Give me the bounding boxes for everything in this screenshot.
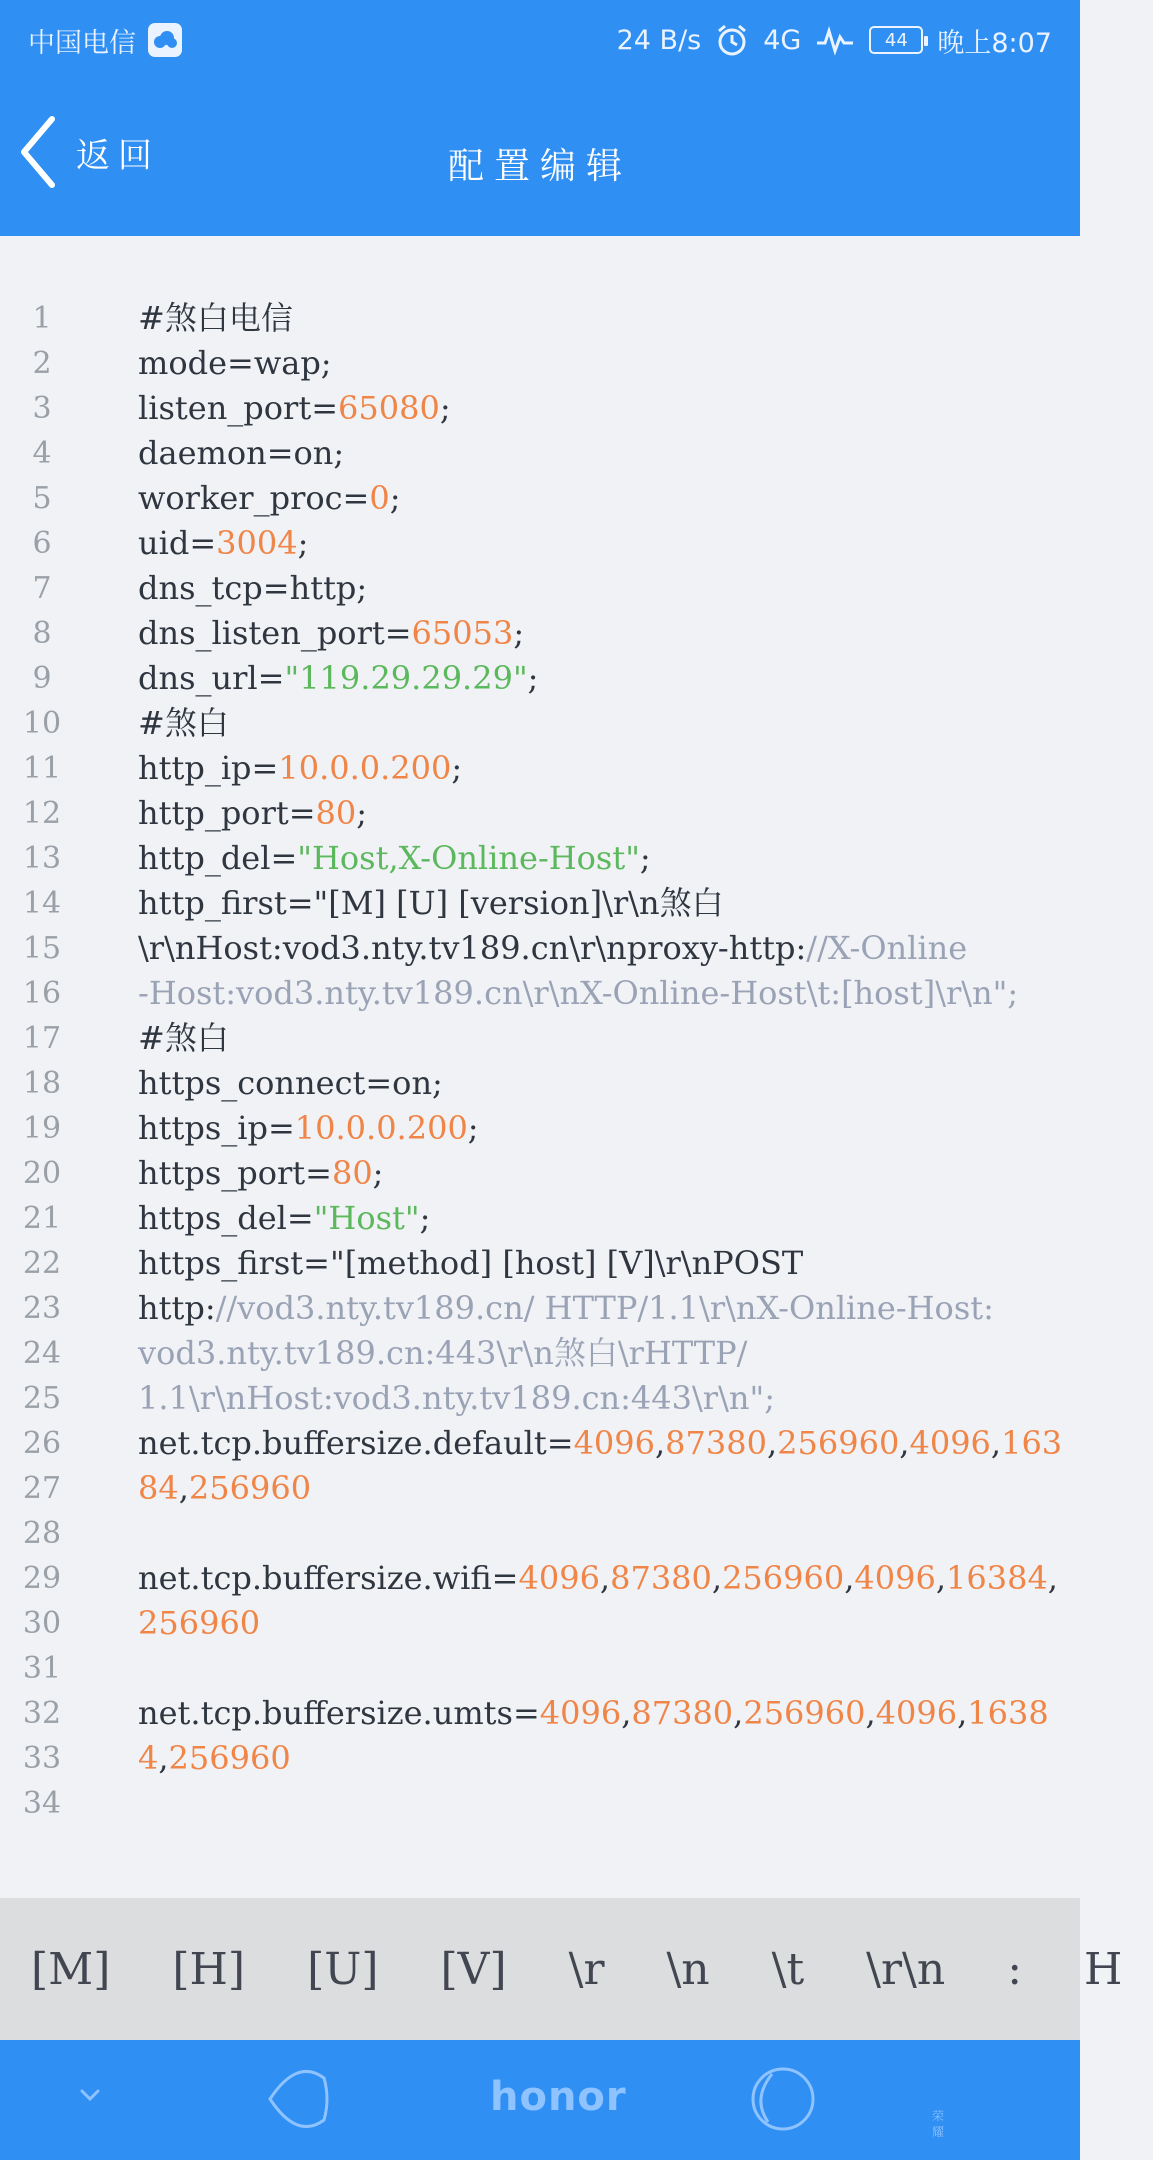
code-token-num: 65053	[411, 614, 514, 652]
code-token-plain: ;	[372, 1154, 384, 1192]
code-token-plain: #煞白	[138, 704, 229, 742]
code-line[interactable]	[0, 1556, 1080, 1601]
line-text	[138, 1241, 1060, 1286]
code-line[interactable]	[0, 1331, 1080, 1376]
code-line[interactable]	[0, 1646, 1080, 1691]
code-token-plain: ;	[439, 389, 451, 427]
line-number: 17	[22, 1021, 62, 1056]
code-token-plain: net.tcp.buffersize.default=	[138, 1424, 574, 1462]
cloud-icon	[148, 23, 182, 57]
line-text	[138, 1376, 1060, 1421]
code-line[interactable]	[0, 341, 1080, 386]
shortcut-key[interactable]: \t	[771, 1943, 805, 1995]
line-number: 9	[32, 661, 52, 696]
code-token-plain: daemon=on;	[138, 434, 345, 472]
code-line[interactable]	[0, 296, 1080, 341]
code-line[interactable]	[0, 701, 1080, 746]
line-text	[138, 296, 1060, 341]
line-number: 13	[22, 841, 62, 876]
shortcut-key[interactable]: [V]	[440, 1943, 507, 1995]
line-number: 19	[22, 1111, 62, 1146]
carrier-label: 中国电信	[28, 27, 136, 59]
code-token-plain: ;	[513, 614, 525, 652]
line-text	[138, 926, 1060, 971]
battery-level-label: 44	[884, 29, 908, 51]
code-token-plain: http_port=	[138, 794, 316, 832]
code-token-plain: #煞白电信	[138, 299, 293, 337]
code-token-num: 4096	[573, 1424, 655, 1462]
code-token-num: 4096	[518, 1559, 600, 1597]
code-token-plain: dns_url=	[138, 659, 285, 697]
code-token-plain: https_ip=	[138, 1109, 295, 1147]
code-token-plain: ;	[419, 1199, 431, 1237]
code-line[interactable]	[0, 431, 1080, 476]
code-line[interactable]	[0, 1511, 1080, 1556]
shortcut-key[interactable]: [H]	[172, 1943, 246, 1995]
line-number: 5	[32, 481, 52, 516]
code-token-num: 163	[1001, 1424, 1063, 1462]
shortcut-key[interactable]: [M]	[31, 1943, 111, 1995]
code-token-plain: ;	[389, 479, 401, 517]
code-token-muted: //vod3.nty.tv189.cn/ HTTP/1.1\r\nX-Online-Host:	[215, 1289, 994, 1327]
code-token-muted: 1.1\r\nHost:vod3.nty.tv189.cn:443\r\n";	[138, 1379, 775, 1417]
line-text	[138, 1016, 1060, 1061]
alarm-icon	[715, 23, 749, 57]
code-token-plain: ,	[1047, 1559, 1058, 1597]
line-number: 14	[22, 886, 62, 921]
code-line[interactable]	[0, 656, 1080, 701]
code-token-plain: https_del=	[138, 1199, 314, 1237]
line-number: 18	[22, 1066, 62, 1101]
code-line[interactable]	[0, 386, 1080, 431]
line-number: 33	[22, 1741, 62, 1776]
line-text	[138, 1331, 1060, 1376]
code-token-plain: https_first="[method] [host] [V]\r\nPOST	[138, 1244, 804, 1282]
code-line[interactable]	[0, 566, 1080, 611]
code-line[interactable]	[0, 926, 1080, 971]
code-token-plain: ;	[639, 839, 651, 877]
line-text	[138, 1466, 1060, 1511]
code-line[interactable]	[0, 1466, 1080, 1511]
code-token-plain: net.tcp.buffersize.umts=	[138, 1694, 540, 1732]
line-number: 25	[22, 1381, 62, 1416]
code-token-str: "119.29.29.29"	[284, 659, 528, 697]
line-text	[138, 1421, 1063, 1466]
code-line[interactable]	[0, 1241, 1080, 1286]
line-number: 7	[32, 571, 52, 606]
code-line[interactable]	[0, 1691, 1080, 1736]
line-number: 3	[32, 391, 52, 426]
code-line[interactable]	[0, 1736, 1080, 1781]
code-token-plain: ,	[158, 1739, 169, 1777]
code-token-plain: http_del=	[138, 839, 298, 877]
line-number: 6	[32, 526, 52, 561]
shortcut-key[interactable]: :	[1007, 1943, 1023, 1995]
code-token-muted: //X-Online	[806, 929, 968, 967]
code-token-num: 80	[315, 794, 357, 832]
code-token-num: 256960	[188, 1469, 312, 1507]
line-number: 27	[22, 1471, 62, 1506]
code-token-num: 10.0.0.200	[278, 749, 452, 787]
line-text	[138, 1601, 1060, 1646]
code-line[interactable]	[0, 1601, 1080, 1646]
line-number: 29	[22, 1561, 62, 1596]
code-token-plain: ,	[865, 1694, 876, 1732]
line-number: 23	[22, 1291, 62, 1326]
code-line[interactable]	[0, 1151, 1080, 1196]
code-token-plain: \r\nHost:vod3.nty.tv189.cn\r\nproxy-http:	[138, 929, 807, 967]
nav-recent-icon[interactable]	[748, 2064, 818, 2134]
shortcut-key-bar	[0, 1898, 1123, 2040]
code-line[interactable]	[0, 1106, 1080, 1151]
code-token-plain: https_connect=on;	[138, 1064, 443, 1102]
code-token-num: 256960	[722, 1559, 845, 1597]
code-token-plain: ,	[990, 1424, 1002, 1462]
code-line[interactable]	[0, 1061, 1080, 1106]
line-number: 16	[22, 976, 62, 1011]
line-number: 32	[22, 1696, 62, 1731]
status-bar-right	[617, 18, 1052, 62]
header	[0, 0, 1080, 236]
code-token-plain: ,	[711, 1559, 723, 1597]
code-token-plain: ,	[599, 1559, 611, 1597]
code-token-num: 256960	[138, 1604, 261, 1642]
code-token-num: 87380	[631, 1694, 734, 1732]
code-token-num: 65080	[338, 389, 440, 427]
code-token-plain: ,	[178, 1469, 189, 1507]
page-title: 配置编辑	[447, 146, 632, 187]
code-token-num: 3004	[216, 524, 298, 562]
shortcut-key[interactable]: \r\n	[866, 1943, 946, 1995]
code-token-plain: net.tcp.buffersize.wifi=	[138, 1559, 519, 1597]
code-token-num: 4096	[875, 1694, 958, 1732]
pulse-icon	[815, 25, 855, 55]
line-text	[138, 656, 1060, 701]
line-number: 8	[32, 616, 52, 651]
code-lines	[0, 296, 1080, 1826]
code-token-plain: dns_listen_port=	[138, 614, 412, 652]
code-token-plain: #煞白	[138, 1019, 229, 1057]
code-line[interactable]	[0, 791, 1080, 836]
collapse-icon[interactable]	[70, 2080, 110, 2110]
line-text	[138, 791, 1060, 836]
code-line[interactable]	[0, 1781, 1080, 1826]
battery-icon	[869, 26, 923, 54]
clock-label: 晚上8:07	[937, 27, 1052, 59]
code-token-num: 0	[369, 479, 390, 517]
code-token-plain: mode=wap;	[138, 344, 332, 382]
line-text	[138, 341, 1060, 386]
code-token-plain: uid=	[138, 524, 217, 562]
line-text	[138, 1196, 1060, 1241]
code-token-num: 87380	[610, 1559, 712, 1597]
line-text	[138, 1691, 1060, 1736]
code-line[interactable]	[0, 611, 1080, 656]
code-token-num: 4096	[854, 1559, 936, 1597]
back-label: 返回	[76, 135, 160, 176]
code-token-plain: worker_proc=	[138, 479, 370, 517]
line-text	[138, 746, 1060, 791]
line-number: 11	[22, 751, 62, 786]
line-number: 21	[22, 1201, 62, 1236]
code-token-plain: ,	[733, 1694, 744, 1732]
code-token-plain: listen_port=	[138, 389, 339, 427]
code-token-num: 80	[331, 1154, 373, 1192]
code-line[interactable]	[0, 746, 1080, 791]
net-speed-label: 24 B/s	[616, 24, 702, 56]
code-token-num: 256960	[743, 1694, 866, 1732]
code-line[interactable]	[0, 1376, 1080, 1421]
code-token-str: "Host"	[313, 1199, 420, 1237]
code-token-num: 256960	[777, 1424, 900, 1462]
code-line[interactable]	[0, 1421, 1080, 1466]
line-number: 26	[22, 1426, 62, 1461]
code-token-num: 256960	[168, 1739, 291, 1777]
line-number: 22	[22, 1246, 62, 1281]
code-token-plain: http_ip=	[138, 749, 279, 787]
line-text	[138, 611, 1060, 656]
line-number: 1	[32, 301, 52, 336]
line-text	[138, 1106, 1060, 1151]
line-text	[138, 1736, 1060, 1781]
code-line[interactable]	[0, 476, 1080, 521]
line-number: 2	[32, 346, 52, 381]
line-number: 20	[22, 1156, 62, 1191]
network-type-label: 4G	[763, 24, 802, 56]
line-text	[138, 836, 1060, 881]
code-token-plain: ;	[451, 749, 463, 787]
line-text	[138, 1151, 1060, 1196]
line-number: 4	[32, 436, 52, 471]
code-line[interactable]	[0, 1016, 1080, 1061]
code-token-num: 4096	[909, 1424, 991, 1462]
line-text	[138, 881, 1060, 926]
line-text	[138, 1061, 1060, 1106]
line-number: 15	[22, 931, 62, 966]
code-token-num: 4096	[539, 1694, 622, 1732]
line-text	[138, 476, 1060, 521]
line-text	[138, 431, 1060, 476]
code-token-num: 10.0.0.200	[294, 1109, 468, 1147]
line-text	[138, 701, 1060, 746]
code-token-plain: ,	[621, 1694, 632, 1732]
line-text	[138, 566, 1060, 611]
code-token-plain: ,	[957, 1694, 968, 1732]
line-number: 12	[22, 796, 62, 831]
code-line[interactable]	[0, 971, 1080, 1016]
code-token-plain: ;	[467, 1109, 479, 1147]
code-token-num: 4	[138, 1739, 159, 1777]
line-number: 34	[22, 1786, 62, 1821]
logo-small-text: 荣耀	[932, 2109, 945, 2139]
code-token-num: 16384	[946, 1559, 1048, 1597]
line-text	[138, 521, 1060, 566]
code-token-num: 1638	[967, 1694, 1049, 1732]
line-number: 30	[22, 1606, 62, 1641]
line-text	[138, 971, 1060, 1016]
line-text	[138, 1286, 1060, 1331]
shortcut-key[interactable]: \r	[568, 1943, 605, 1995]
code-line[interactable]	[0, 836, 1080, 881]
code-token-muted: vod3.nty.tv189.cn:443\r\n煞白\rHTTP/	[138, 1334, 748, 1372]
line-number: 24	[22, 1336, 62, 1371]
code-token-plain: ;	[297, 524, 309, 562]
code-token-muted: -Host:vod3.nty.tv189.cn\r\nX-Online-Host\t:[host]\r\n";	[138, 974, 1019, 1012]
line-number: 28	[22, 1516, 62, 1551]
line-number: 10	[22, 706, 62, 741]
code-line[interactable]	[0, 881, 1080, 926]
code-token-plain: http:	[138, 1289, 216, 1327]
code-line[interactable]	[0, 521, 1080, 566]
code-token-num: 84	[138, 1469, 179, 1507]
code-token-plain: dns_tcp=http;	[138, 569, 368, 607]
code-token-plain: http_first="[M] [U] [version]\r\n煞白	[138, 884, 724, 922]
code-token-str: "Host,X-Online-Host"	[297, 839, 640, 877]
shortcut-key[interactable]: \n	[666, 1943, 710, 1995]
code-line[interactable]	[0, 1286, 1080, 1331]
system-nav-bar	[0, 2040, 1080, 2160]
code-token-plain: ,	[844, 1559, 855, 1597]
code-token-plain: ;	[527, 659, 539, 697]
line-text	[138, 386, 1060, 431]
code-line[interactable]	[0, 1196, 1080, 1241]
code-token-plain: https_port=	[138, 1154, 332, 1192]
code-token-plain: ,	[899, 1424, 910, 1462]
code-token-plain: ;	[356, 794, 368, 832]
code-token-plain: ,	[655, 1424, 666, 1462]
honor-logo: honor	[490, 2074, 627, 2120]
nav-back-icon[interactable]	[262, 2064, 332, 2134]
code-token-plain: ,	[935, 1559, 946, 1597]
code-editor[interactable]	[0, 236, 1080, 1844]
status-bar-left	[28, 18, 182, 62]
line-text	[138, 1556, 1060, 1601]
shortcut-key[interactable]: H	[1084, 1943, 1123, 1995]
code-token-num: 87380	[665, 1424, 767, 1462]
line-number: 31	[22, 1651, 62, 1686]
code-token-plain: ,	[766, 1424, 778, 1462]
shortcut-key[interactable]: [U]	[307, 1943, 379, 1995]
